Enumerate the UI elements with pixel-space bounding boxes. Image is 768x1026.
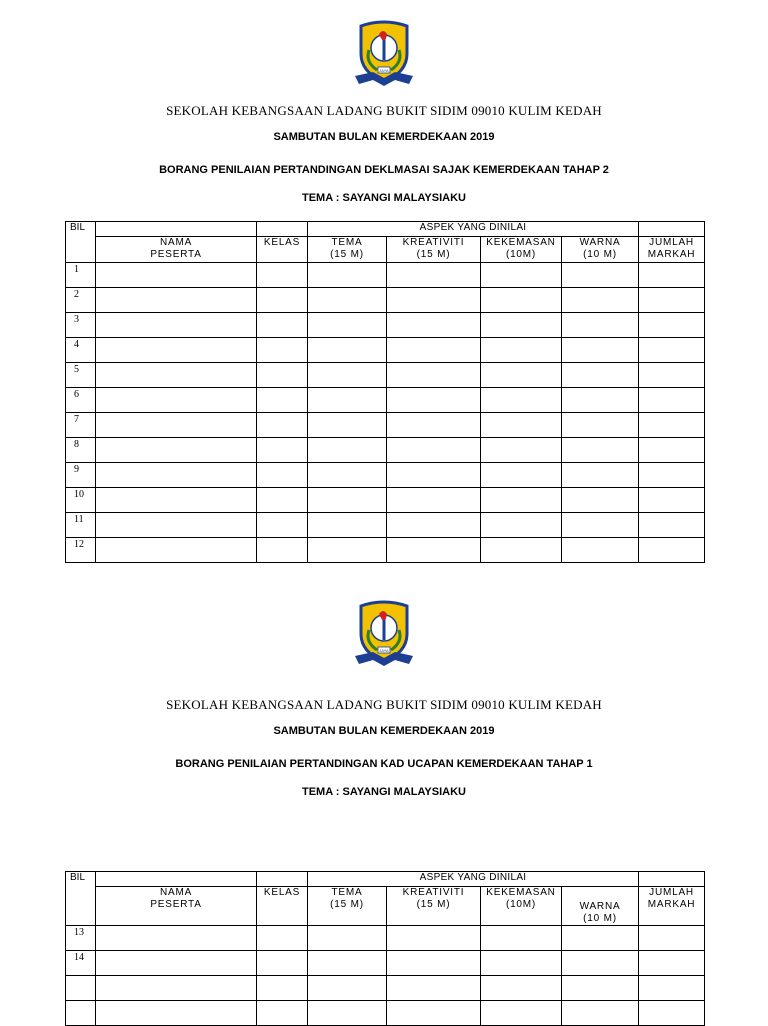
row-number: 5: [66, 363, 96, 388]
entry-cell[interactable]: [387, 513, 481, 538]
row-number: 6: [66, 388, 96, 413]
entry-cell[interactable]: [562, 513, 639, 538]
entry-cell[interactable]: [257, 413, 308, 438]
header-nama-peserta: [96, 887, 257, 926]
entry-cell[interactable]: [96, 926, 257, 951]
entry-cell[interactable]: [308, 413, 387, 438]
entry-cell[interactable]: [387, 263, 481, 288]
entry-cell[interactable]: [562, 413, 639, 438]
entry-cell[interactable]: [257, 263, 308, 288]
header-kreativiti: [387, 887, 481, 926]
header-text: KREATIVITI: [402, 887, 465, 898]
table-row: [66, 288, 705, 313]
header-nama-peserta: [96, 237, 257, 263]
entry-cell[interactable]: [639, 951, 705, 976]
header-text: (10 M): [583, 249, 617, 260]
header-blank: [257, 872, 308, 887]
entry-cell[interactable]: [387, 1001, 481, 1026]
table-row: [66, 926, 705, 951]
entry-cell[interactable]: [562, 1001, 639, 1026]
entry-cell[interactable]: [257, 488, 308, 513]
entry-cell[interactable]: [562, 463, 639, 488]
entry-cell[interactable]: [481, 926, 562, 951]
entry-cell[interactable]: [308, 538, 387, 563]
entry-cell[interactable]: [96, 488, 257, 513]
header-tema: [308, 237, 387, 263]
entry-cell[interactable]: [562, 388, 639, 413]
entry-cell[interactable]: [387, 413, 481, 438]
entry-cell[interactable]: [308, 338, 387, 363]
header-text: TEMA: [331, 887, 363, 898]
entry-cell[interactable]: [308, 513, 387, 538]
table-row: [66, 976, 705, 1001]
entry-cell[interactable]: [308, 463, 387, 488]
entry-cell[interactable]: [481, 388, 562, 413]
entry-cell[interactable]: [481, 538, 562, 563]
header-text: NAMA: [159, 887, 193, 898]
entry-cell[interactable]: [481, 313, 562, 338]
svg-text:JAYA: JAYA: [379, 648, 389, 653]
entry-cell[interactable]: [96, 363, 257, 388]
entry-cell[interactable]: [562, 313, 639, 338]
table-row: [66, 488, 705, 513]
row-number: 8: [66, 438, 96, 463]
row-number: 1: [66, 263, 96, 288]
entry-cell[interactable]: [639, 513, 705, 538]
entry-cell[interactable]: [639, 538, 705, 563]
header-text: JUMLAH: [649, 237, 694, 248]
row-number: 12: [66, 538, 96, 563]
header-kreativiti: [387, 237, 481, 263]
header-text: (15 M): [330, 899, 364, 910]
entry-cell[interactable]: [639, 388, 705, 413]
entry-cell[interactable]: [639, 1001, 705, 1026]
row-number: 9: [66, 463, 96, 488]
entry-cell[interactable]: [481, 513, 562, 538]
row-number: 14: [66, 951, 96, 976]
header-text: JUMLAH: [649, 887, 694, 898]
table-row: [66, 1001, 705, 1026]
entry-cell[interactable]: [481, 976, 562, 1001]
entry-cell[interactable]: [481, 1001, 562, 1026]
entry-cell[interactable]: [639, 288, 705, 313]
entry-cell[interactable]: [96, 951, 257, 976]
entry-cell[interactable]: [96, 413, 257, 438]
entry-cell[interactable]: [308, 488, 387, 513]
header-text: PESERTA: [150, 899, 202, 910]
entry-cell[interactable]: [387, 438, 481, 463]
entry-cell[interactable]: [387, 363, 481, 388]
entry-cell[interactable]: [639, 438, 705, 463]
entry-cell[interactable]: [481, 438, 562, 463]
header-text: KEKEMASAN: [486, 237, 556, 248]
header-text: (15 M): [416, 249, 451, 260]
entry-cell[interactable]: [257, 976, 308, 1001]
header-warna: [562, 237, 639, 263]
header-text: MARKAH: [647, 899, 696, 910]
school-name: SEKOLAH KEBANGSAAN LADANG BUKIT SIDIM 09010 KULIM KEDAH: [166, 697, 602, 712]
entry-cell[interactable]: [308, 388, 387, 413]
entry-cell[interactable]: [639, 488, 705, 513]
entry-cell[interactable]: [481, 488, 562, 513]
entry-cell[interactable]: [639, 313, 705, 338]
entry-cell[interactable]: [257, 363, 308, 388]
entry-cell[interactable]: [562, 926, 639, 951]
school-name: SEKOLAH KEBANGSAAN LADANG BUKIT SIDIM 09010 KULIM KEDAH: [166, 103, 602, 118]
entry-cell[interactable]: [639, 976, 705, 1001]
row-number: 7: [66, 413, 96, 438]
table-row: [66, 951, 705, 976]
school-crest-logo: [353, 600, 415, 672]
header-blank: [96, 222, 257, 237]
entry-cell[interactable]: [481, 363, 562, 388]
school-crest-logo: [353, 20, 415, 92]
entry-cell[interactable]: [96, 976, 257, 1001]
table-row: [66, 388, 705, 413]
header-warna: [562, 887, 639, 926]
header-kelas: [257, 237, 308, 263]
entry-cell[interactable]: [481, 263, 562, 288]
entry-cell[interactable]: [639, 338, 705, 363]
header-text: KEKEMASAN: [486, 887, 556, 898]
entry-cell[interactable]: [639, 363, 705, 388]
row-number: 10: [66, 488, 96, 513]
header-kekemasan: [481, 887, 562, 926]
header-jumlah-markah: [639, 237, 705, 263]
entry-cell[interactable]: [308, 926, 387, 951]
entry-cell[interactable]: [639, 463, 705, 488]
entry-cell[interactable]: [257, 951, 308, 976]
table-row: [66, 463, 705, 488]
entry-cell[interactable]: [562, 363, 639, 388]
entry-cell[interactable]: [387, 463, 481, 488]
svg-text:JAYA: JAYA: [379, 68, 389, 73]
row-number: 3: [66, 313, 96, 338]
table-row: [66, 313, 705, 338]
header-text: (10M): [505, 899, 537, 910]
entry-cell[interactable]: [257, 338, 308, 363]
entry-cell[interactable]: [96, 438, 257, 463]
entry-cell[interactable]: [562, 288, 639, 313]
entry-cell[interactable]: [257, 388, 308, 413]
header-bil: BIL: [66, 222, 96, 263]
header-text: NAMA: [159, 237, 193, 248]
assessment-table: [65, 871, 705, 1026]
header-text: (10 M): [583, 913, 617, 924]
entry-cell[interactable]: [387, 388, 481, 413]
header-blank: [257, 222, 308, 237]
entry-cell[interactable]: [257, 438, 308, 463]
entry-cell[interactable]: [562, 263, 639, 288]
entry-cell[interactable]: [96, 338, 257, 363]
entry-cell[interactable]: [562, 976, 639, 1001]
entry-cell[interactable]: [96, 263, 257, 288]
form-title: BORANG PENILAIAN PERTANDINGAN DEKLMASAI SAJAK KEMERDEKAAN TAHAP 2: [159, 164, 609, 176]
header-text: KELAS: [263, 237, 301, 248]
entry-cell[interactable]: [481, 951, 562, 976]
entry-cell[interactable]: [308, 1001, 387, 1026]
header-text: WARNA: [579, 237, 621, 248]
row-number: 2: [66, 288, 96, 313]
entry-cell[interactable]: [96, 1001, 257, 1026]
entry-cell[interactable]: [96, 313, 257, 338]
entry-cell[interactable]: [308, 263, 387, 288]
row-number: 11: [66, 513, 96, 538]
header-text: TEMA: [331, 237, 363, 248]
theme-title: TEMA : SAYANGI MALAYSIAKU: [301, 786, 466, 798]
header-blank: [639, 872, 705, 887]
entry-cell[interactable]: [639, 413, 705, 438]
header-jumlah-markah: [639, 887, 705, 926]
entry-cell[interactable]: [639, 926, 705, 951]
entry-cell[interactable]: [562, 488, 639, 513]
header-aspek: ASPEK YANG DINILAI: [308, 872, 639, 887]
entry-cell[interactable]: [308, 951, 387, 976]
entry-cell[interactable]: [562, 538, 639, 563]
entry-cell[interactable]: [387, 926, 481, 951]
entry-cell[interactable]: [96, 463, 257, 488]
entry-cell[interactable]: [257, 538, 308, 563]
row-number: 13: [66, 926, 96, 951]
entry-cell[interactable]: [96, 513, 257, 538]
entry-cell[interactable]: [308, 976, 387, 1001]
row-number: [66, 1001, 96, 1026]
theme-title: TEMA : SAYANGI MALAYSIAKU: [301, 192, 466, 204]
table-row: [66, 438, 705, 463]
header-aspek: ASPEK YANG DINILAI: [308, 222, 639, 237]
entry-cell[interactable]: [257, 513, 308, 538]
entry-cell[interactable]: [481, 338, 562, 363]
header-kekemasan: [481, 237, 562, 263]
entry-cell[interactable]: [387, 538, 481, 563]
entry-cell[interactable]: [387, 976, 481, 1001]
header-text: (15 M): [330, 249, 364, 260]
header-text: (10M): [505, 249, 537, 260]
entry-cell[interactable]: [481, 463, 562, 488]
entry-cell[interactable]: [639, 263, 705, 288]
entry-cell[interactable]: [257, 1001, 308, 1026]
entry-cell[interactable]: [257, 926, 308, 951]
row-number: 4: [66, 338, 96, 363]
entry-cell[interactable]: [481, 413, 562, 438]
entry-cell[interactable]: [562, 438, 639, 463]
header-tema: [308, 887, 387, 926]
row-number: [66, 976, 96, 1001]
header-blank: [639, 222, 705, 237]
header-text: WARNA: [579, 901, 621, 912]
entry-cell[interactable]: [257, 463, 308, 488]
header-text: PESERTA: [150, 249, 202, 260]
header-text: KELAS: [263, 887, 301, 898]
entry-cell[interactable]: [562, 338, 639, 363]
entry-cell[interactable]: [308, 438, 387, 463]
entry-cell[interactable]: [387, 951, 481, 976]
table-row: [66, 413, 705, 438]
entry-cell[interactable]: [96, 288, 257, 313]
header-kelas: [257, 887, 308, 926]
header-bil: BIL: [66, 872, 96, 926]
table-row: [66, 338, 705, 363]
assessment-table: [65, 221, 705, 563]
entry-cell[interactable]: [96, 388, 257, 413]
entry-cell[interactable]: [387, 338, 481, 363]
entry-cell[interactable]: [387, 288, 481, 313]
event-title: SAMBUTAN BULAN KEMERDEKAAN 2019: [273, 725, 495, 737]
table-row: [66, 363, 705, 388]
entry-cell[interactable]: [308, 288, 387, 313]
event-title: SAMBUTAN BULAN KEMERDEKAAN 2019: [273, 131, 495, 143]
table-row: [66, 538, 705, 563]
entry-cell[interactable]: [308, 363, 387, 388]
form-title: BORANG PENILAIAN PERTANDINGAN KAD UCAPAN KEMERDEKAAN TAHAP 1: [175, 758, 593, 770]
entry-cell[interactable]: [387, 488, 481, 513]
header-text: MARKAH: [647, 249, 696, 260]
entry-cell[interactable]: [257, 313, 308, 338]
entry-cell[interactable]: [308, 313, 387, 338]
entry-cell[interactable]: [387, 313, 481, 338]
table-row: [66, 263, 705, 288]
table-row: [66, 513, 705, 538]
entry-cell[interactable]: [96, 538, 257, 563]
entry-cell[interactable]: [562, 951, 639, 976]
header-text: KREATIVITI: [402, 237, 465, 248]
entry-cell[interactable]: [481, 288, 562, 313]
entry-cell[interactable]: [257, 288, 308, 313]
header-blank: [96, 872, 257, 887]
header-text: (15 M): [416, 899, 451, 910]
